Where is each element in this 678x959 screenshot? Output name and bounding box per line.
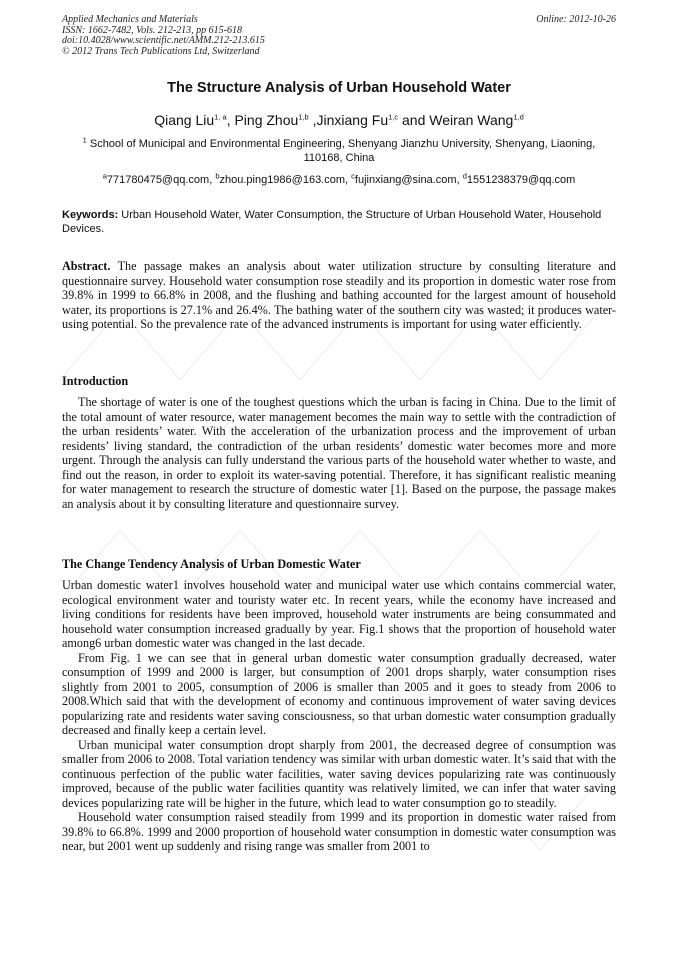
email-separator: , xyxy=(456,174,463,186)
doi-line: doi:10.4028/www.scientific.net/AMM.212-213.615 xyxy=(62,35,265,46)
author-list xyxy=(62,112,616,128)
section2-body xyxy=(62,578,616,854)
journal-name: Applied Mechanics and Materials xyxy=(62,14,198,25)
paper-title: The Structure Analysis of Urban Household Water xyxy=(167,80,511,96)
keywords-text: Urban Household Water, Water Consumption, the Structure of Urban Household Water, Household Devices. xyxy=(62,209,602,235)
keywords xyxy=(62,208,616,236)
email-separator: , xyxy=(209,174,216,186)
email-address: zhou.ping1986@163.com xyxy=(219,174,346,186)
email-address: fujinxiang@sina.com xyxy=(354,174,457,186)
author-name: Qiang Liu xyxy=(154,112,215,128)
affiliation-superscript: 1 xyxy=(82,135,87,145)
author-name: Ping Zhou xyxy=(234,112,299,128)
author-separator: and xyxy=(398,112,430,128)
email-address: 771780475@qq.com xyxy=(106,174,210,186)
intro-section xyxy=(62,395,616,511)
author-name: Weiran Wang xyxy=(429,112,514,128)
author-superscript: 1,b xyxy=(298,112,309,122)
issn-line: ISSN: 1662-7482, Vols. 212-213, pp 615-618 xyxy=(62,24,242,36)
intro-heading: Introduction xyxy=(62,374,129,388)
affiliation-text: School of Municipal and Environmental Engineering, Shenyang Jianzhu University, Shenyang, Liaoning, 110168, China xyxy=(86,138,596,164)
abstract xyxy=(62,259,616,332)
email-address: 1551238379@qq.com xyxy=(466,174,576,186)
keywords-label: Keywords: xyxy=(62,209,119,221)
section2-paragraph: From Fig. 1 we can see that in general urban domestic water consumption gradually decreased, water consumption of 1999 and 2000 is larger, but consumption of 2001 drops sharply, water consumption rises slightly from 2001 to 2005, consumption of 2006 is smaller than 2005 and it goes to steady from 2006 to 2008.Which said that with the development of economy and continuous improvement of water saving devices popularizing rate and residents water saving consciousness, so that urban domestic water consumption gradually decreased and finally keep a certain level. xyxy=(62,650,616,737)
copyright-line: © 2012 Trans Tech Publications Ltd, Switzerland xyxy=(62,45,260,57)
author-separator: , xyxy=(308,112,317,128)
section2-paragraph: Household water consumption raised steadily from 1999 and its proportion in domestic water raised from 39.8% to 66.8%. 1999 and 2000 proportion of household water consumption in domestic water consumption was near, but 2001 went up suddenly and rising range was smaller from 2001 to xyxy=(62,810,616,853)
affiliation xyxy=(62,137,616,165)
author-superscript: 1,d xyxy=(513,112,524,122)
email-superscript: c xyxy=(351,171,355,181)
abstract-label: Abstract. xyxy=(62,259,111,273)
section2-paragraph: Urban domestic water1 involves household water and municipal water use which contains commercial water, ecological environment water and touristy water etc. In recent years, while the economy have increased and living conditions for residents have been improved, household water instruments are being consummated and household water consumption increased gradually by year. Fig.1 shows that the proportion of household water among6 urban domestic water was changed in the last decade. xyxy=(62,578,616,650)
email-list xyxy=(62,171,616,186)
author-superscript: 1,c xyxy=(388,112,399,122)
author-name: Jinxiang Fu xyxy=(316,112,389,128)
author-separator: , xyxy=(226,112,235,128)
journal-header xyxy=(62,15,616,57)
email-superscript: b xyxy=(215,171,220,181)
abstract-text: The passage makes an analysis about water utilization structure by consulting literature and questionnaire survey. Household water consumption rose steadily and its proportion in domestic water rose from 39.8% in 1999 to 66.8% in 2008, and the flushing and bathing accounted for the largest amount of household water, its proportions is 27.1% and 26.4%. The bathing water of the southern city was wasted; it produces water-using potential. So the prevalence rate of the advanced instruments is important for using water efficiently. xyxy=(62,259,616,331)
section2-heading: The Change Tendency Analysis of Urban Domestic Water xyxy=(62,557,361,571)
section2-paragraph: Urban municipal water consumption dropt sharply from 2001, the decreased degree of consumption was smaller from 2006 to 2008. Total variation tendency was similar with urban domestic water. It’s said that with the continuous perfection of the public water facilities, water saving devices popularizing rate was continuously improved, because of the public water facilities quantity was relatively limited, we can infer that water saving devices popularizing rate will be higher in the future, which lead to water consumption go to steadily. xyxy=(62,737,616,810)
email-separator: , xyxy=(345,174,352,186)
intro-paragraph: The shortage of water is one of the toughest questions which the urban is facing in China. Due to the limit of the total amount of water resource, water management becomes the main way to settle with the contradiction of the urban residents’ water. With the acceleration of the urbanization process and the improvement of urban residents’ living standard, the contradiction of the urban residents’ domestic water becomes more and more urgent. Through the analysis can fully understand the various parts of the household water whether to waste, and find out the reason, in order to exploit its water-saving potential. Therefore, it has significant realistic meaning for water management to research the structure of domestic water [1]. Based on the purpose, the passage makes an analysis about it by consulting literature and questionnaire survey. xyxy=(62,395,616,511)
email-superscript: d xyxy=(462,171,467,181)
email-superscript: a xyxy=(102,171,107,181)
author-superscript: 1, a xyxy=(214,112,227,122)
online-date: Online: 2012-10-26 xyxy=(536,14,616,25)
